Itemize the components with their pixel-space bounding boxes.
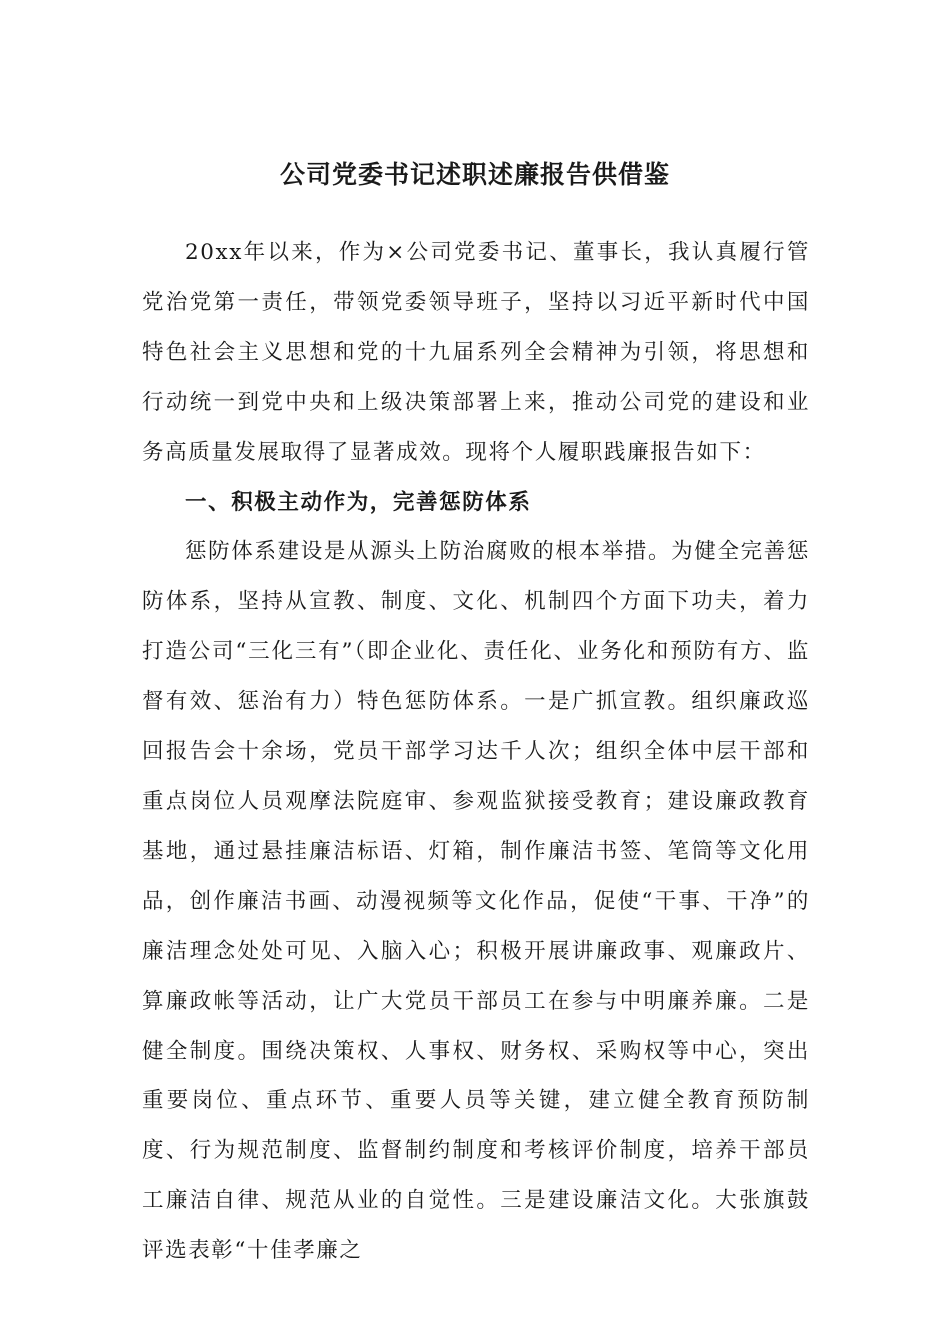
section-heading: 一、积极主动作为，完善惩防体系 [185,489,532,515]
document-body [142,228,810,1276]
section-paragraph: 惩防体系建设是从源头上防治腐败的根本举措。为健全完善惩防体系，坚持从宣教、制度、文化、机制四个方面下功夫，着力打造公司“三化三有”（即企业化、责任化、业务化和预防有方、监督有效、惩治有力）特色惩防体系。一是广抓宣教。组织廉政巡回报告会十余场，党员干部学习达千人次；组织全体中层干部和重点岗位人员观摩法院庭审、参观监狱接受教育；建设廉政教育基地，通过悬挂廉洁标语、灯箱，制作廉洁书签、笔筒等文化用品，创作廉洁书画、动漫视频等文化作品，促使“干事、干净”的廉洁理念处处可见、入脑入心；积极开展讲廉政事、观廉政片、算廉政帐等活动，让广大党员干部员工在参与中明廉养廉。二是健全制度。围绕决策权、人事权、财务权、采购权等中心，突出重要岗位、重点环节、重要人员等关键，建立健全教育预防制度、行为规范制度、监督制约制度和考核评价制度，培养干部员工廉洁自律、规范从业的自觉性。三是建设廉洁文化。大张旗鼓评选表彰“十佳孝廉之 [142,539,810,1264]
document-title: 公司党委书记述职述廉报告供借鉴 [279,160,670,189]
intro-paragraph: 20xx年以来，作为×公司党委书记、董事长，我认真履行管党治党第一责任，带领党委领导班子，坚持以习近平新时代中国特色社会主义思想和党的十九届系列全会精神为引领，将思想和行动统一到党中央和上级决策部署上来，推动公司党的建设和业务高质量发展取得了显著成效。现将个人履职践廉报告如下： [142,240,810,465]
